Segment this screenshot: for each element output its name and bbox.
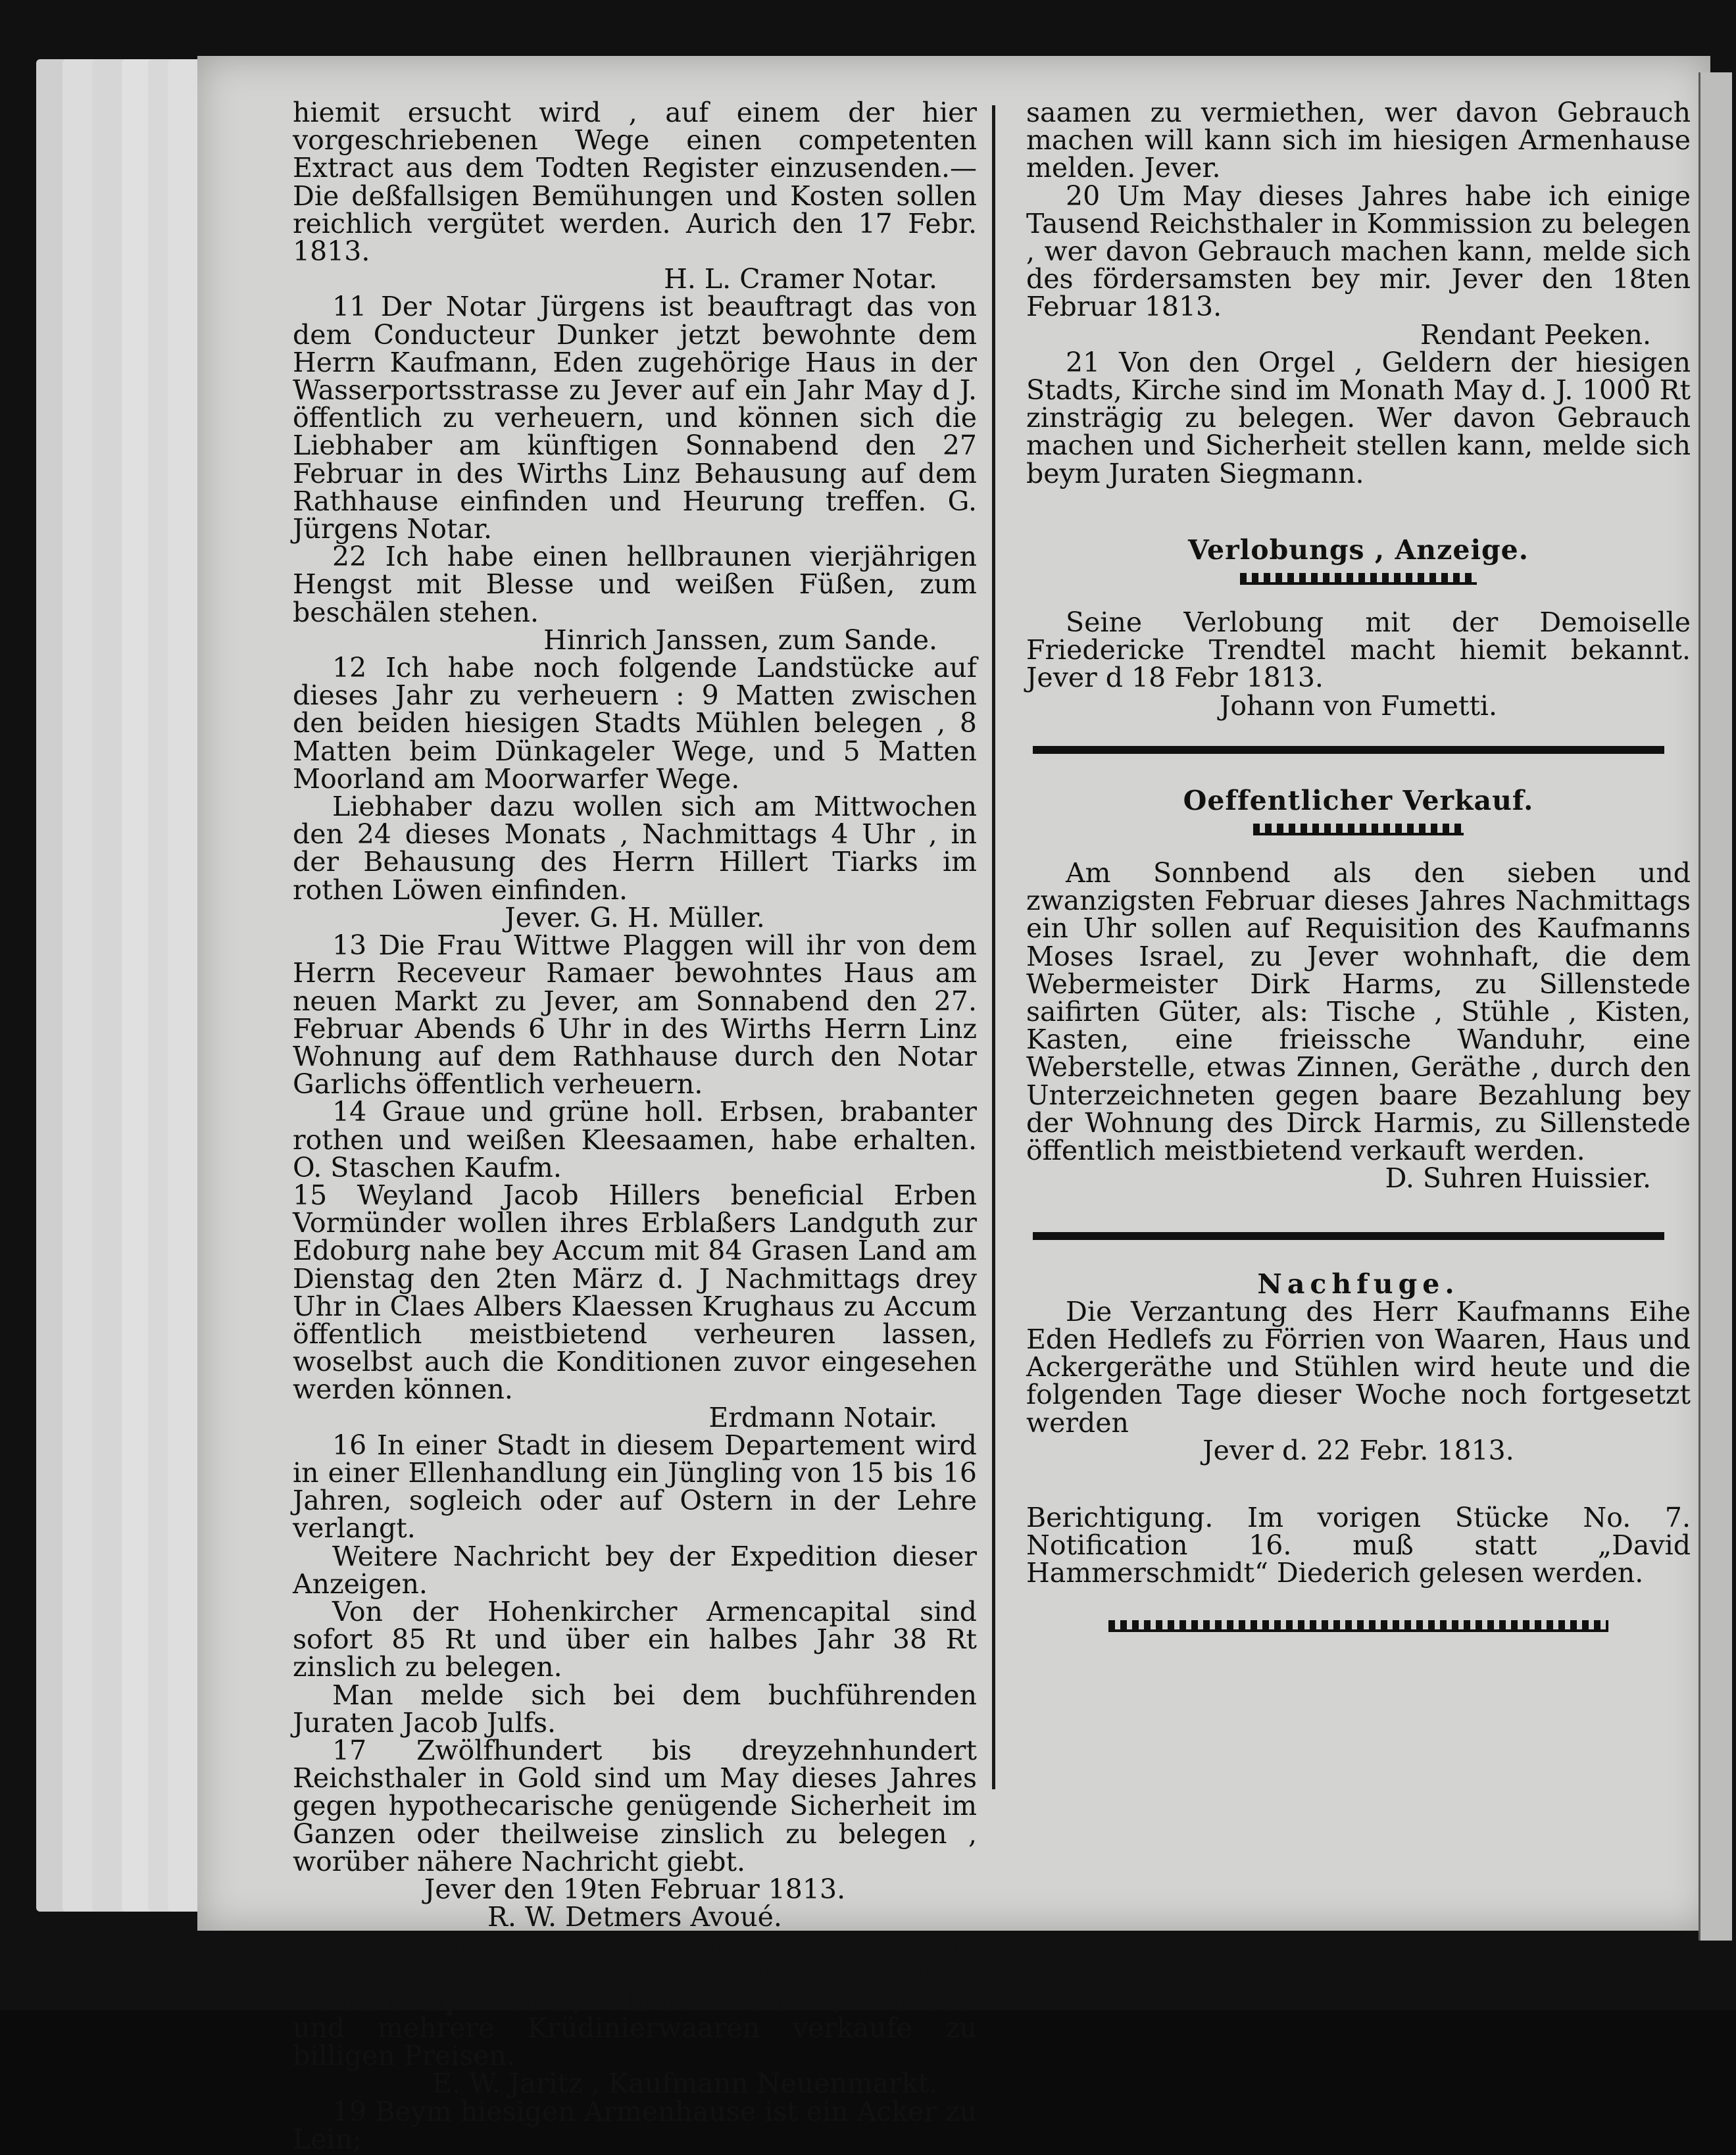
notice-text: 15 Weyland Jacob Hillers beneficial Erben Vormünder wollen ihres Erblaßers Landguth zur Edoburg nahe bey Accum mit 84 Grasen Land am Dienstag den 2ten März d. J Nachmittags drey Uhr in Claes Albers Klaessen Krughaus zu Accum öffentlich meistbietend verheuren lassen, woselbst auch die Konditionen zuvor eingesehen werden können. <box>293 1179 977 1406</box>
section-rule <box>1033 746 1664 754</box>
notice-text: 19 Beym hiesigen Armenhause ist ein Acker zu Lein; <box>293 2095 977 2155</box>
sale-heading: Oeffentlicher Verkauf. <box>1183 784 1534 816</box>
notice-text: 21 Von den Orgel , Geldern der hiesigen Stadts, Kirche sind im Monath May d. J. 1000 Rt zinsträgig zu belegen. Wer davon Gebrauch machen und Sicherheit stellen kann, melde sich beym Juraten Siegmann. <box>1026 346 1691 489</box>
notice-text: 13 Die Frau Wittwe Plaggen will ihr von dem Herrn Receveur Ramaer bewohntes Haus am neuen Markt zu Jever, am Sonnabend den 27. Februar Abends 6 Uhr in des Wirths Herrn Linz Wohnung auf dem Rathhause durch den Notar Garlichs öffentlich verheuern. <box>293 929 977 1101</box>
notice-signature: R. W. Detmers Avoué. <box>487 1901 782 1933</box>
notice-text: 18 Genever bey Oxhofden und Hectoliter Seife bey Tonnen, Fäßern, u. halben Fäßer, Katharinenpflaumen, schöne Rosinen , Mandeln und mehrere Krüdinierwaaren verkaufe zu billigen Preisen. <box>293 1929 977 2072</box>
sale-signature: D. Suhren Huissier. <box>1385 1162 1651 1195</box>
right-column <box>1026 99 1691 1632</box>
notice-date: Jever den 19ten Februar 1813. <box>424 1873 846 1905</box>
notice-signature: E. W. Jaritz , Kaufmann Neuenmarkt. <box>432 2068 937 2100</box>
left-column <box>293 99 977 2153</box>
notice-text: 12 Ich habe noch folgende Landstücke auf dieses Jahr zu verheuern : 9 Matten zwischen den beiden hiesigen Stadts Mühlen belegen , 8 Matten beim Dünkageler Wege, und 5 Matten Moorland am Moorwarfer Wege. <box>293 652 977 795</box>
notice-text: 22 Ich habe einen hellbraunen vierjährigen Hengst mit Blesse und weißen Füßen, zum beschälen stehen. <box>293 541 977 628</box>
engagement-signature: Johann von Fumetti. <box>1219 689 1498 722</box>
postscript-text: Die Verzantung des Herr Kaufmanns Eihe Eden Hedlefs zu Förrien von Waaren, Haus und Ackergeräthe und Stühlen wird heute und die folgenden Tage dieser Woche noch fortgesetzt werden <box>1026 1295 1691 1439</box>
postscript-heading: Nachfuge. <box>1257 1268 1460 1300</box>
notice-text: Weitere Nachricht bey der Expedition dieser Anzeigen. <box>293 1540 977 1600</box>
ornamental-rule <box>1240 573 1477 585</box>
notice-text: 11 Der Notar Jürgens ist beauftragt das von dem Conducteur Dunker jetzt bewohnte dem Herrn Kaufmann, Eden zugehörige Haus in der Wasserportsstrasse zu Jever auf ein Jahr May d J. öffentlich zu verheuern, und können sich die Liebhaber am künftigen Sonnabend den 27 Februar in des Wirths Linz Behausung auf dem Rathhause einfinden und Heurung treffen. G. Jürgens Notar. <box>293 291 977 545</box>
notice-signature: Erdmann Notair. <box>708 1401 937 1433</box>
notice-signature: Hinrich Janssen, zum Sande. <box>543 624 937 656</box>
engagement-heading: Verlobungs , Anzeige. <box>1187 533 1529 566</box>
sale-text: Am Sonnbend als den sieben und zwanzigsten Februar dieses Jahres Nachmittags ein Uhr sollen auf Requisition des Kaufmanns Moses Israel, zu Jever wohnhaft, die dem Webermeister Dirk Harms, zu Sillenstede saifirten Güter, als: Tische , Stühle , Kisten, Kasten, eine frieissche Wanduhr, eine Weberstelle, etwas Zinnen, Geräthe , durch den Unterzeichneten gegen baare Bezahlung bey der Wohnung des Dirck Harmis, zu Sillenstede öffentlich meistbietend verkauft werden. <box>1026 857 1691 1167</box>
facing-page-edge <box>1699 72 1732 1941</box>
notice-signature: Jever. G. H. Müller. <box>505 901 765 933</box>
engagement-text: Seine Verlobung mit der Demoiselle Friedericke Trendtel macht hiemit bekannt. Jever d 18 Febr 1813. <box>1026 607 1691 694</box>
correction-text: Berichtigung. Im vorigen Stücke No. 7. Notification 16. muß statt „David Hammerschmidt“ Diederich gelesen werden. <box>1026 1501 1691 1589</box>
notice-signature: Rendant Peeken. <box>1420 318 1651 351</box>
notice-text: 17 Zwölfhundert bis dreyzehnhundert Reichsthaler in Gold sind um May dieses Jahres gegen hypothecarische genügende Sicherheit im Ganzen oder theilweise zinslich zu belegen , worüber nähere Nachricht giebt. <box>293 1734 977 1877</box>
notice-text: 20 Um May dieses Jahres habe ich einige Tausend Reichsthaler in Kommission zu belegen , wer davon Gebrauch machen kann, melde sich des fördersamsten bey mir. Jever den 18ten Februar 1813. <box>1026 180 1691 323</box>
notice-text: 14 Graue und grüne holl. Erbsen, brabanter rothen und weißen Kleesaamen, habe erhalten. O. Staschen Kaufm. <box>293 1096 977 1183</box>
notice-text: Liebhaber dazu wollen sich am Mittwochen den 24 dieses Monats , Nachmittags 4 Uhr , in der Behausung des Herrn Hillert Tiarks im rothen Löwen einfinden. <box>293 791 977 906</box>
section-rule <box>1033 1232 1664 1240</box>
postscript-date: Jever d. 22 Febr. 1813. <box>1203 1434 1514 1466</box>
column-divider <box>992 105 995 1789</box>
notice-signature: H. L. Cramer Notar. <box>664 263 937 295</box>
ornamental-rule <box>1108 1620 1608 1632</box>
notice-text: saamen zu vermiethen, wer davon Gebrauch machen will kann sich im hiesigen Armenhause melden. Jever. <box>1026 97 1691 184</box>
notice-text: 16 In einer Stadt in diesem Departement wird in einer Ellenhandlung ein Jüngling von 15 bis 16 Jahren, sogleich oder auf Ostern in der Lehre verlangt. <box>293 1429 977 1545</box>
notice-text: Von der Hohenkircher Armencapital sind sofort 85 Rt und über ein halbes Jahr 38 Rt zinslich zu belegen. <box>293 1595 977 1683</box>
notice-text: hiemit ersucht wird , auf einem der hier vorgeschriebenen Wege einen competenten Extract aus dem Todten Register einzusenden.— Die deßfallsigen Bemühungen und Kosten sollen reichlich vergütet werden. Aurich den 17 Febr. 1813. <box>293 97 977 268</box>
notice-text: Man melde sich bei dem buchführenden Juraten Jacob Julfs. <box>293 1679 977 1739</box>
ornamental-rule <box>1253 824 1464 835</box>
